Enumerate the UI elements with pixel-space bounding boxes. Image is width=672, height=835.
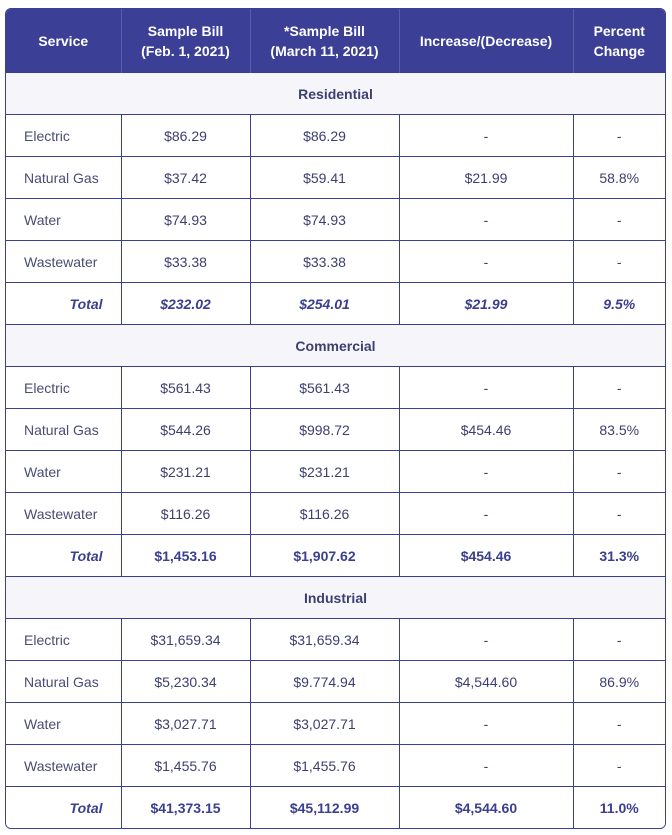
table-header xyxy=(6,9,665,73)
total-row-commercial xyxy=(6,535,665,577)
table-row xyxy=(6,367,665,409)
service-cell: Electric xyxy=(6,115,121,157)
table-row xyxy=(6,619,665,661)
section-row-commercial xyxy=(6,325,665,367)
total-row-residential xyxy=(6,283,665,325)
table-row xyxy=(6,157,665,199)
feb-cell: $116.26 xyxy=(121,493,250,535)
pct-cell: - xyxy=(573,493,665,535)
feb-cell: $33.38 xyxy=(121,241,250,283)
total-change-cell: $4,544.60 xyxy=(399,787,573,829)
feb-cell: $5,230.34 xyxy=(121,661,250,703)
section-title: Commercial xyxy=(6,325,665,367)
pct-cell: 83.5% xyxy=(573,409,665,451)
change-cell: $454.46 xyxy=(399,409,573,451)
pct-cell: - xyxy=(573,241,665,283)
service-cell: Natural Gas xyxy=(6,157,121,199)
mar-cell: $998.72 xyxy=(250,409,399,451)
header-service-label: Service xyxy=(38,32,89,49)
total-label: Total xyxy=(6,283,121,325)
total-pct-cell: 31.3% xyxy=(573,535,665,577)
total-mar-cell: $45,112.99 xyxy=(250,787,399,829)
pct-cell: - xyxy=(573,367,665,409)
change-cell: - xyxy=(399,199,573,241)
header-row xyxy=(6,9,665,73)
change-cell: - xyxy=(399,619,573,661)
total-feb-cell: $232.02 xyxy=(121,283,250,325)
service-cell: Water xyxy=(6,451,121,493)
mar-cell: $9.774.94 xyxy=(250,661,399,703)
feb-cell: $3,027.71 xyxy=(121,703,250,745)
change-cell: - xyxy=(399,493,573,535)
pct-cell: - xyxy=(573,451,665,493)
service-cell: Natural Gas xyxy=(6,661,121,703)
service-cell: Water xyxy=(6,199,121,241)
feb-cell: $31,659.34 xyxy=(121,619,250,661)
table-row xyxy=(6,703,665,745)
service-cell: Electric xyxy=(6,367,121,409)
feb-cell: $231.21 xyxy=(121,451,250,493)
feb-cell: $86.29 xyxy=(121,115,250,157)
pct-cell: - xyxy=(573,745,665,787)
section-row-residential xyxy=(6,73,665,115)
service-cell: Wastewater xyxy=(6,493,121,535)
header-sample-feb-line1: Sample Bill xyxy=(147,22,224,39)
total-row-industrial xyxy=(6,787,665,829)
header-sample-mar-line2: (March 11, 2021) xyxy=(270,42,379,59)
total-change-cell: $454.46 xyxy=(399,535,573,577)
pct-cell: - xyxy=(573,703,665,745)
service-cell: Wastewater xyxy=(6,745,121,787)
header-sample-feb xyxy=(121,9,250,73)
mar-cell: $59.41 xyxy=(250,157,399,199)
pct-cell: - xyxy=(573,115,665,157)
total-mar-cell: $254.01 xyxy=(250,283,399,325)
mar-cell: $231.21 xyxy=(250,451,399,493)
total-label: Total xyxy=(6,787,121,829)
pct-cell: 58.8% xyxy=(573,157,665,199)
section-title: Residential xyxy=(6,73,665,115)
total-change-cell: $21.99 xyxy=(399,283,573,325)
header-increase xyxy=(399,9,573,73)
bill-comparison-table xyxy=(6,9,665,828)
table-row xyxy=(6,745,665,787)
bill-comparison-table-container xyxy=(5,8,666,829)
section-title: Industrial xyxy=(6,577,665,619)
feb-cell: $1,455.76 xyxy=(121,745,250,787)
change-cell: $4,544.60 xyxy=(399,661,573,703)
total-pct-cell: 9.5% xyxy=(573,283,665,325)
mar-cell: $33.38 xyxy=(250,241,399,283)
header-increase-label: Increase/(Decrease) xyxy=(419,32,553,49)
change-cell: - xyxy=(399,745,573,787)
pct-cell: 86.9% xyxy=(573,661,665,703)
header-percent-line1: Percent xyxy=(593,22,645,39)
change-cell: $21.99 xyxy=(399,157,573,199)
mar-cell: $116.26 xyxy=(250,493,399,535)
table-row xyxy=(6,115,665,157)
change-cell: - xyxy=(399,367,573,409)
mar-cell: $74.93 xyxy=(250,199,399,241)
table-row xyxy=(6,661,665,703)
pct-cell: - xyxy=(573,199,665,241)
feb-cell: $74.93 xyxy=(121,199,250,241)
service-cell: Wastewater xyxy=(6,241,121,283)
mar-cell: $1,455.76 xyxy=(250,745,399,787)
feb-cell: $37.42 xyxy=(121,157,250,199)
feb-cell: $544.26 xyxy=(121,409,250,451)
mar-cell: $31,659.34 xyxy=(250,619,399,661)
table-body xyxy=(6,73,665,829)
total-mar-cell: $1,907.62 xyxy=(250,535,399,577)
table-row xyxy=(6,409,665,451)
header-sample-mar-line1: *Sample Bill xyxy=(284,22,365,39)
total-label: Total xyxy=(6,535,121,577)
service-cell: Natural Gas xyxy=(6,409,121,451)
total-feb-cell: $41,373.15 xyxy=(121,787,250,829)
section-row-industrial xyxy=(6,577,665,619)
change-cell: - xyxy=(399,451,573,493)
mar-cell: $3,027.71 xyxy=(250,703,399,745)
service-cell: Water xyxy=(6,703,121,745)
header-sample-mar xyxy=(250,9,399,73)
mar-cell: $86.29 xyxy=(250,115,399,157)
change-cell: - xyxy=(399,115,573,157)
header-service xyxy=(6,9,121,73)
total-feb-cell: $1,453.16 xyxy=(121,535,250,577)
service-cell: Electric xyxy=(6,619,121,661)
mar-cell: $561.43 xyxy=(250,367,399,409)
table-row xyxy=(6,451,665,493)
change-cell: - xyxy=(399,241,573,283)
table-row xyxy=(6,199,665,241)
header-percent-line2: Change xyxy=(593,42,645,59)
pct-cell: - xyxy=(573,619,665,661)
header-percent xyxy=(573,9,665,73)
header-sample-feb-line2: (Feb. 1, 2021) xyxy=(141,42,230,59)
feb-cell: $561.43 xyxy=(121,367,250,409)
table-row xyxy=(6,241,665,283)
table-row xyxy=(6,493,665,535)
total-pct-cell: 11.0% xyxy=(573,787,665,829)
change-cell: - xyxy=(399,703,573,745)
